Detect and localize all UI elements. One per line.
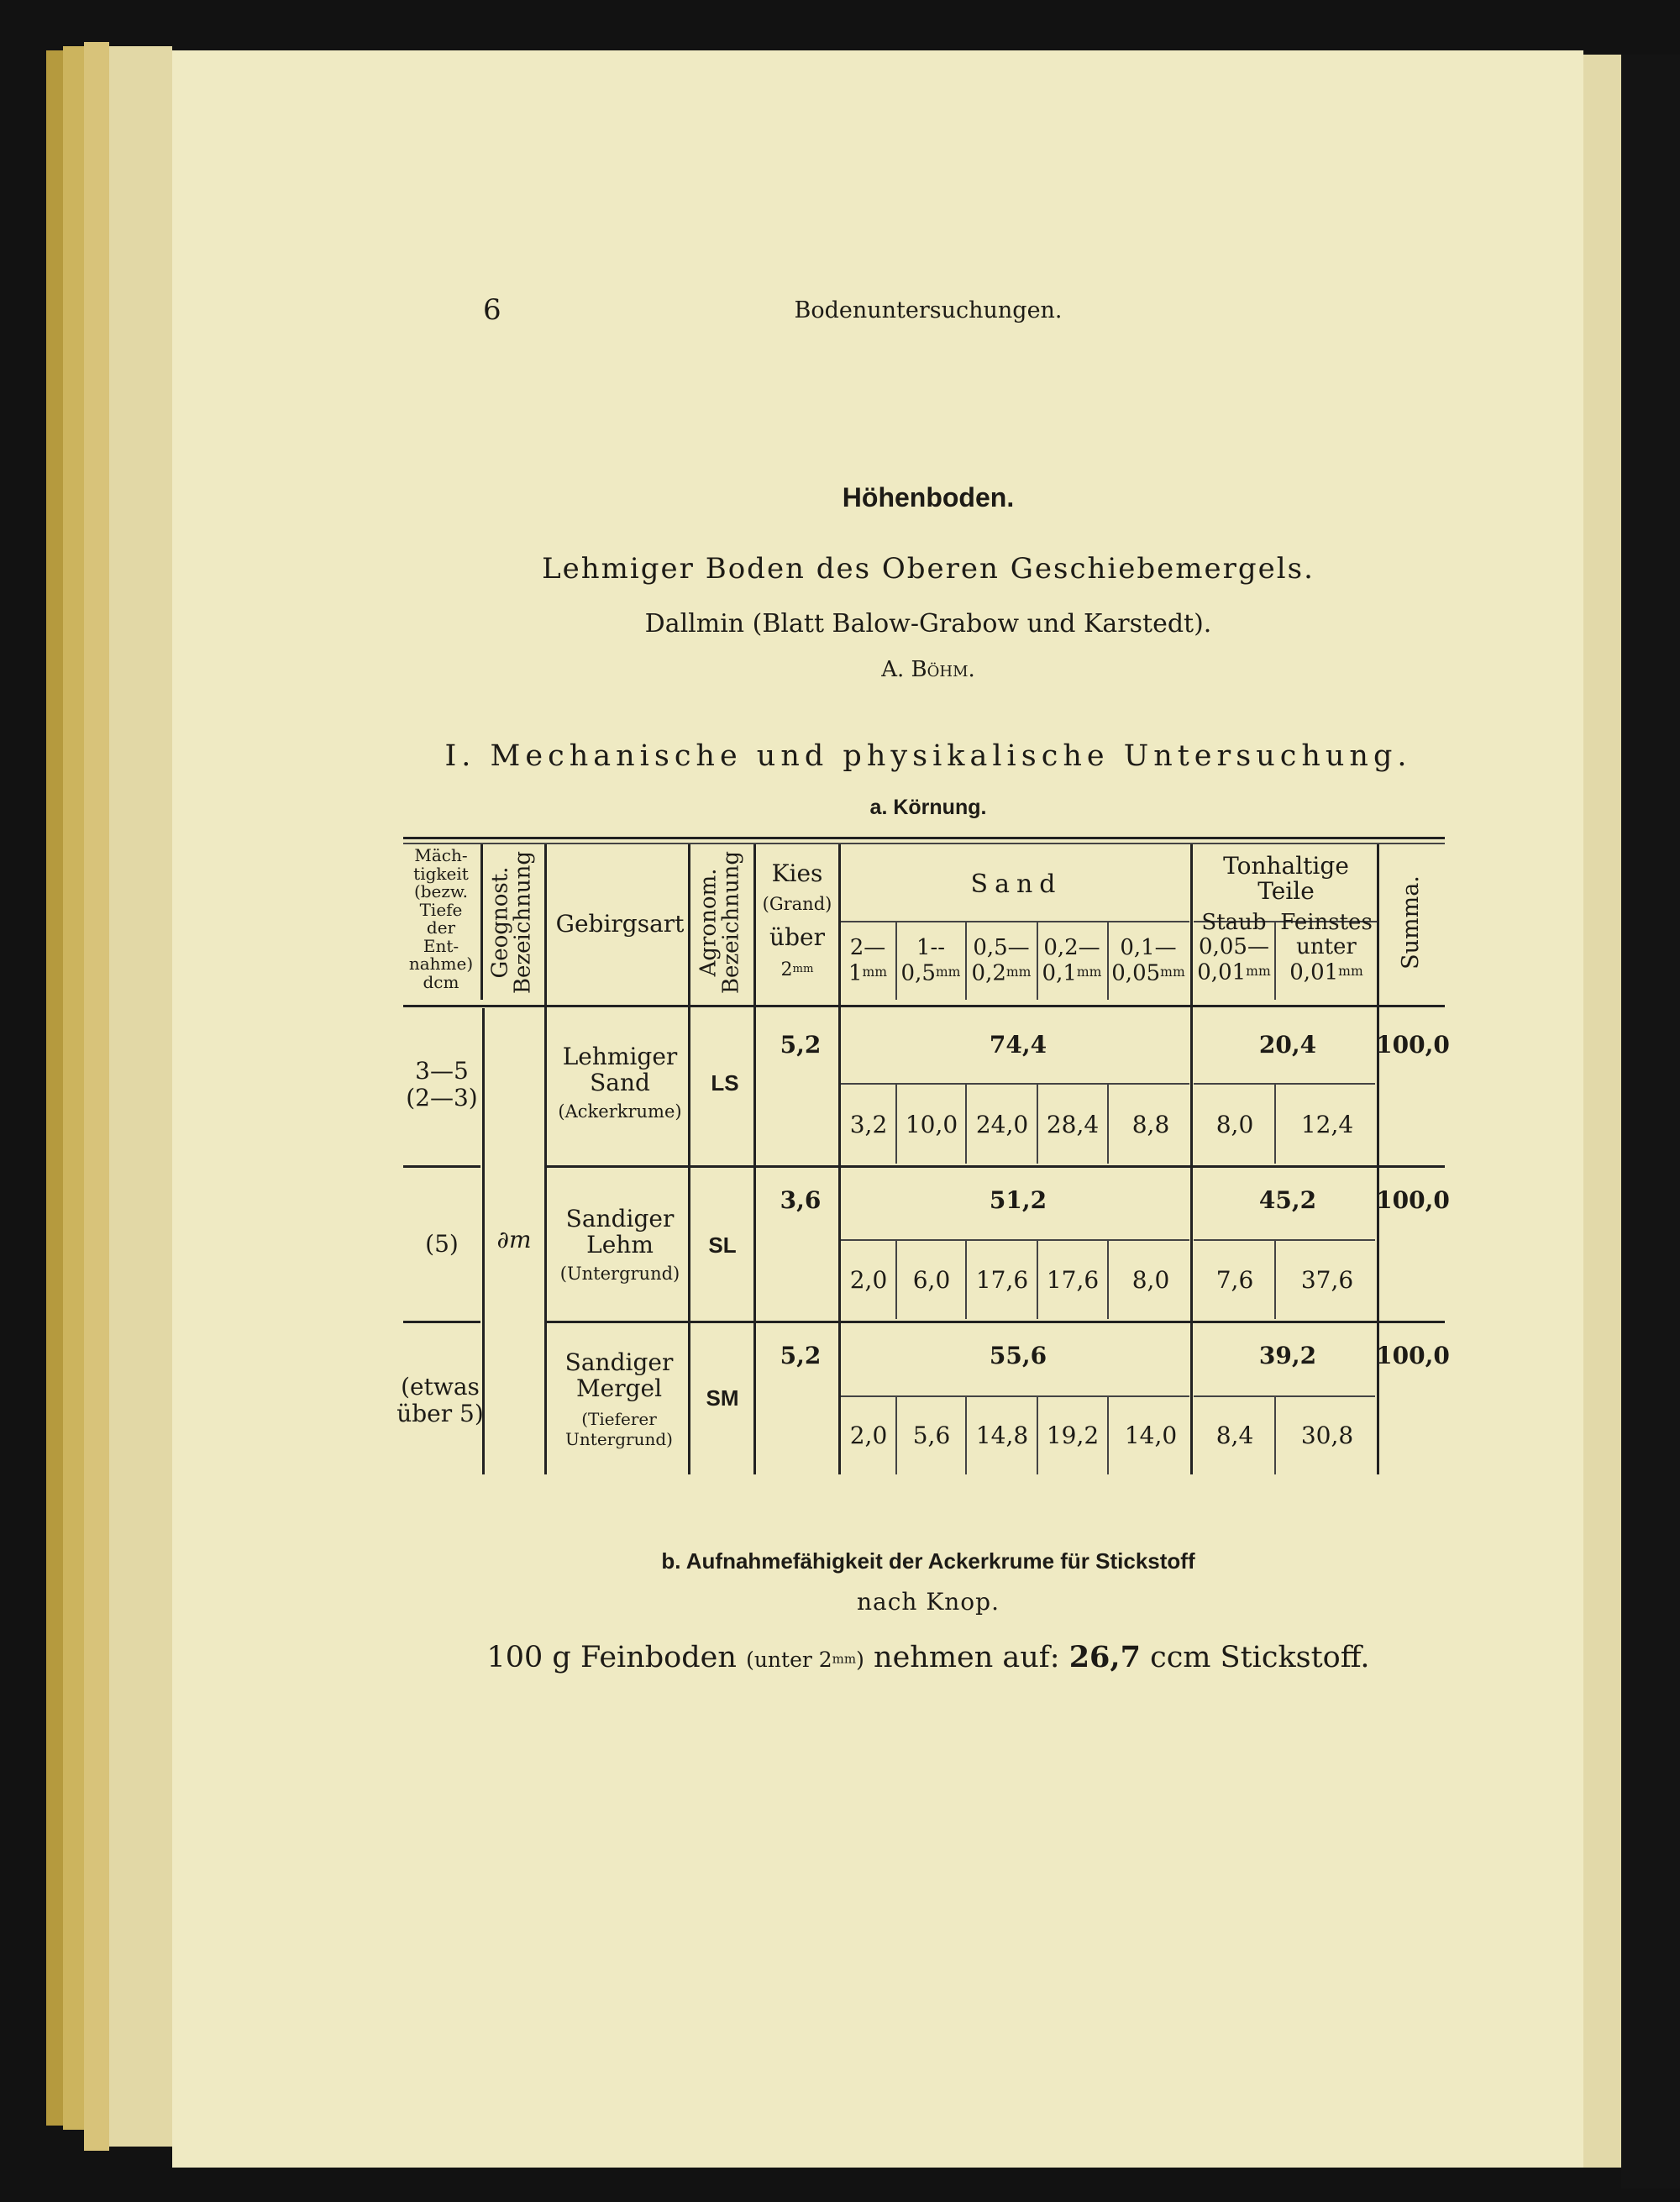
header-tonhaltige-teile: Tonhaltige Teile (1223, 852, 1349, 905)
row2-sand-total: 51,2 (989, 1186, 1047, 1214)
row1-feinstes: 12,4 (1300, 1111, 1354, 1138)
table-rule (895, 922, 897, 1000)
row3-ton-total: 39,2 (1258, 1342, 1317, 1369)
row3-gebirgsart-note: (Tieferer Untergrund) (565, 1409, 673, 1449)
row1-sand-02-01: 28,4 (1046, 1111, 1100, 1138)
table-rule (841, 1083, 1189, 1085)
row1-sand-total: 74,4 (989, 1031, 1047, 1059)
table-rule (841, 1395, 1189, 1397)
row1-ton-total: 20,4 (1258, 1031, 1317, 1059)
table-rule (1107, 922, 1109, 1000)
table-rule (403, 843, 1445, 844)
row2-feinstes: 37,6 (1300, 1266, 1354, 1294)
section-heading: I. Mechanische und physikalische Untersuchung. (444, 739, 1412, 773)
row1-gebirgsart: Lehmiger Sand (562, 1043, 678, 1096)
book-edge (84, 42, 109, 2151)
row3-gebirgsart: Sandiger Mergel (564, 1348, 674, 1402)
page-number: 6 (483, 293, 501, 327)
row2-gebirgsart-note: (Untergrund) (559, 1264, 680, 1284)
table-rule (895, 1085, 897, 1164)
row2-sand-01-005: 8,0 (1131, 1266, 1170, 1294)
table-rule (965, 1397, 967, 1474)
row1-summa: 100,0 (1376, 1031, 1450, 1059)
header-geognost: Geognost. Bezeichnung (487, 850, 536, 995)
row3-sand-1-05: 5,6 (912, 1422, 951, 1449)
row2-sand-1-05: 6,0 (912, 1266, 951, 1294)
row2-staub: 7,6 (1215, 1266, 1254, 1294)
header-sand-01-005: 0,1— $0,05^{mm}$ (1111, 935, 1185, 986)
row1-kies: 5,2 (780, 1031, 822, 1059)
table-rule (965, 922, 967, 1000)
table-rule (546, 1321, 1445, 1323)
row3-depth: (etwas über 5) (396, 1373, 484, 1427)
author: A. Böhm. (881, 657, 975, 682)
row2-agronom: SL (708, 1232, 737, 1258)
row3-kies: 5,2 (780, 1342, 822, 1369)
header-agronom: Agronom. Bezeichnung (696, 850, 744, 995)
table-rule (1194, 1395, 1375, 1397)
book-gutter (1621, 55, 1680, 2189)
book-edge (46, 50, 63, 2126)
table-rule (1107, 1085, 1109, 1164)
header-kies: Kies (771, 859, 823, 887)
section-b-sub: nach Knop. (857, 1588, 1000, 1616)
row1-staub: 8,0 (1215, 1111, 1254, 1138)
header-sand-05-02: 0,5— $0,2^{mm}$ (971, 935, 1032, 986)
table-rule (1190, 844, 1193, 1474)
table-rule (546, 1165, 1445, 1168)
header-gebirgsart: Gebirgsart (555, 910, 685, 938)
header-kies-ueber: über (769, 923, 825, 951)
row3-sand-01-005: 14,0 (1124, 1422, 1178, 1449)
row1-sand-1-05: 10,0 (905, 1111, 958, 1138)
table-rule (403, 1165, 480, 1168)
row3-sand-02-01: 19,2 (1046, 1422, 1100, 1449)
row3-agronom: SM (706, 1385, 739, 1411)
book-edge (109, 46, 172, 2147)
table-rule (544, 844, 547, 1474)
header-kies-grand: (Grand) (762, 894, 832, 914)
table-rule (753, 844, 756, 1474)
row3-sand-2-1: 2,0 (849, 1422, 888, 1449)
table-rule (1194, 1083, 1375, 1085)
header-maechtigkeit: Mäch- tigkeit (bezw. Tiefe der Ent- nahme) dcm (408, 845, 474, 992)
table-rule (1194, 1239, 1375, 1241)
row3-sand-total: 55,6 (989, 1342, 1047, 1369)
header-sand-2-1: 2— $1^{mm}$ (848, 935, 888, 986)
section-subheading: a. Körnung. (869, 796, 987, 819)
table-rule (403, 1005, 1445, 1007)
location: Dallmin (Blatt Balow-Grabow und Karstedt). (644, 609, 1212, 639)
header-kies-size: $2^{mm}$ (780, 959, 814, 980)
header-sand: Sand (970, 870, 1063, 899)
table-rule (1037, 1085, 1038, 1164)
row2-kies: 3,6 (780, 1186, 822, 1214)
table-rule (895, 1397, 897, 1474)
section-b-result: 100 g Feinboden (unter $2^{mm}$) nehmen auf: 26,7 ccm Stickstoff. (486, 1640, 1370, 1674)
table-rule (480, 844, 483, 1000)
row2-summa: 100,0 (1376, 1186, 1450, 1214)
table-rule (841, 1239, 1189, 1241)
main-title: Höhenboden. (842, 482, 1015, 512)
table-rule (403, 1321, 480, 1323)
row1-sand-05-02: 24,0 (975, 1111, 1029, 1138)
page (172, 50, 1583, 2168)
row3-staub: 8,4 (1215, 1422, 1254, 1449)
table-rule (1037, 1397, 1038, 1474)
row2-ton-total: 45,2 (1258, 1186, 1317, 1214)
row3-feinstes: 30,8 (1300, 1422, 1354, 1449)
header-sand-02-01: 0,2— $0,1^{mm}$ (1042, 935, 1102, 986)
facing-page-edge (1583, 55, 1621, 2168)
header-summa: Summa. (1397, 875, 1424, 970)
row3-summa: 100,0 (1376, 1342, 1450, 1369)
section-b-heading: b. Aufnahmefähigkeit der Ackerkrume für Stickstoff (661, 1548, 1195, 1574)
table-rule (841, 921, 1189, 922)
row1-depth: 3—5 (2—3) (406, 1057, 478, 1112)
subtitle: Lehmiger Boden des Oberen Geschiebemergels. (542, 552, 1315, 586)
header-sand-1-05: 1-- $0,5^{mm}$ (900, 935, 961, 986)
row2-gebirgsart: Sandiger Lehm (565, 1205, 675, 1259)
table-rule (838, 844, 841, 1474)
table-rule (1274, 922, 1276, 1000)
running-title: Bodenuntersuchungen. (794, 297, 1063, 323)
table-rule (688, 844, 690, 1474)
geognost-symbol: ∂m (496, 1226, 532, 1253)
table-rule (1037, 1241, 1038, 1319)
table-rule (895, 1241, 897, 1319)
row2-depth: (5) (425, 1230, 459, 1258)
row2-sand-2-1: 2,0 (849, 1266, 888, 1294)
table-rule (403, 837, 1445, 839)
row2-sand-02-01: 17,6 (1046, 1266, 1100, 1294)
row1-gebirgsart-note: (Ackerkrume) (558, 1101, 682, 1122)
table-rule (1107, 1397, 1109, 1474)
row1-sand-2-1: 3,2 (849, 1111, 888, 1138)
header-staub: Staub 0,05— $0,01^{mm}$ (1197, 910, 1271, 985)
table-rule (965, 1085, 967, 1164)
table-rule (1377, 844, 1379, 1474)
table-rule (1037, 922, 1038, 1000)
book-edge (63, 46, 84, 2130)
row2-sand-05-02: 17,6 (975, 1266, 1029, 1294)
row1-sand-01-005: 8,8 (1131, 1111, 1170, 1138)
table-rule (1274, 1241, 1276, 1319)
table-rule (1274, 1085, 1276, 1164)
table-rule (1107, 1241, 1109, 1319)
row1-agronom: LS (711, 1070, 739, 1096)
table-rule (1274, 1397, 1276, 1474)
header-feinstes: Feinstes unter $0,01^{mm}$ (1280, 910, 1373, 985)
row3-sand-05-02: 14,8 (975, 1422, 1029, 1449)
table-rule (965, 1241, 967, 1319)
